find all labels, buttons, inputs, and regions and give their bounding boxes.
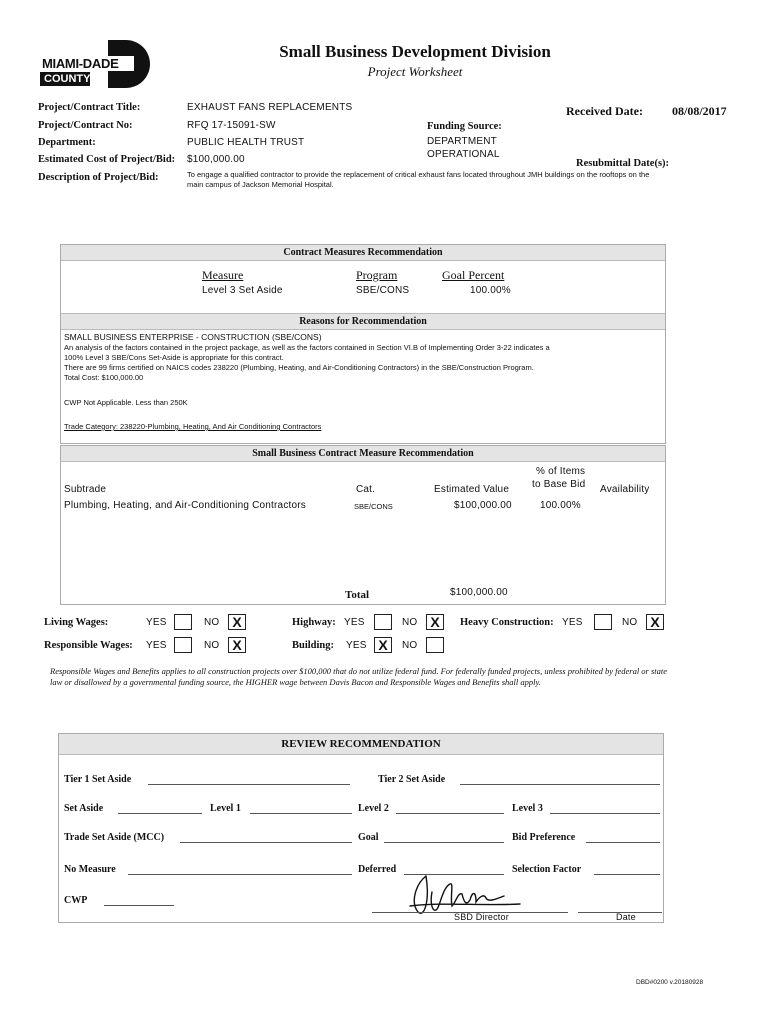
description-value: To engage a qualified contractor to provide the replacement of critical exhaust fans located throughout JMH buildings on the rooftops on the main campus of Jackson Memorial Hospital. [187, 170, 650, 189]
heavy-yes-checkbox[interactable] [594, 614, 612, 630]
tier1-label: Tier 1 Set Aside [64, 774, 132, 785]
project-no-value: RFQ 17-15091-SW [187, 120, 276, 131]
highway-no-checkbox[interactable]: X [426, 614, 444, 630]
trade-set-aside-field[interactable] [180, 842, 352, 843]
tier2-label: Tier 2 Set Aside [378, 774, 446, 785]
logo-text-top: MIAMI-DADE [42, 56, 119, 71]
goal-label: Goal [358, 832, 379, 843]
review-box [58, 733, 664, 923]
date-label: Date [616, 912, 636, 922]
highway-label: Highway: [292, 617, 336, 628]
highway-yes-label: YES [344, 617, 365, 628]
estimated-cost-value: $100,000.00 [187, 154, 245, 165]
pct-items-header-1: % of Items [536, 466, 586, 477]
project-no-label: Project/Contract No: [38, 120, 133, 131]
project-title-label: Project/Contract Title: [38, 102, 141, 113]
estimated-value-column-header: Estimated Value [434, 484, 510, 495]
level3-field[interactable] [550, 813, 660, 814]
total-value: $100,000.00 [450, 587, 508, 598]
funding-source-value-2: OPERATIONAL [427, 149, 500, 160]
measure-value: Level 3 Set Aside [202, 285, 283, 296]
trade-set-aside-label: Trade Set Aside (MCC) [64, 832, 165, 843]
heavy-no-checkbox[interactable]: X [646, 614, 664, 630]
reason-line-6: CWP Not Applicable. Less than 250K [64, 398, 188, 407]
responsible-wages-label: Responsible Wages: [44, 640, 133, 651]
responsible-wages-no-checkbox[interactable]: X [228, 637, 246, 653]
program-value: SBE/CONS [356, 285, 410, 296]
department-value: PUBLIC HEALTH TRUST [187, 137, 305, 148]
goal-column-header: Goal Percent [442, 268, 505, 282]
highway-no-label: NO [402, 617, 418, 628]
funding-source-value-1: DEPARTMENT [427, 136, 497, 147]
goal-field[interactable] [384, 842, 504, 843]
subtrade-column-header: Subtrade [64, 484, 107, 495]
reason-line-3: 100% Level 3 SBE/Cons Set-Aside is appropriate for this contract. [64, 353, 284, 362]
cwp-field[interactable] [104, 905, 174, 906]
no-measure-label: No Measure [64, 864, 116, 875]
bid-preference-label: Bid Preference [512, 832, 576, 843]
set-aside-label: Set Aside [64, 803, 104, 814]
building-label: Building: [292, 640, 335, 651]
building-no-checkbox[interactable] [426, 637, 444, 653]
level2-field[interactable] [396, 813, 504, 814]
level2-label: Level 2 [358, 803, 389, 814]
logo-text-bottom: COUNTY [44, 73, 91, 85]
signature-image [380, 862, 540, 918]
level1-field[interactable] [250, 813, 352, 814]
responsible-wages-yes-checkbox[interactable] [174, 637, 192, 653]
living-wages-no-checkbox[interactable]: X [228, 614, 246, 630]
responsible-wages-no-label: NO [204, 640, 220, 651]
page-title: Small Business Development Division [279, 42, 551, 61]
pct-items-header-2: to Base Bid [532, 479, 586, 490]
bid-preference-field[interactable] [586, 842, 660, 843]
set-aside-field[interactable] [118, 813, 202, 814]
selection-factor-label: Selection Factor [512, 864, 582, 875]
estimated-value: $100,000.00 [454, 500, 512, 511]
tier1-field[interactable] [148, 784, 350, 785]
sbd-director-label: SBD Director [454, 912, 509, 922]
cat-column-header: Cat. [356, 484, 376, 495]
highway-yes-checkbox[interactable] [374, 614, 392, 630]
reason-line-5: Total Cost: $100,000.00 [64, 373, 144, 382]
page-subtitle: Project Worksheet [367, 64, 463, 79]
review-heading: REVIEW RECOMMENDATION [59, 734, 663, 755]
responsible-wages-yes-label: YES [146, 640, 167, 651]
selection-factor-field[interactable] [594, 874, 660, 875]
cwp-label: CWP [64, 895, 88, 906]
heavy-yes-label: YES [562, 617, 583, 628]
reason-line-2: An analysis of the factors contained in the project package, as well as the factors contained in Section VI.B of Implementing Order 3-22 indicates a [64, 343, 550, 352]
no-measure-field[interactable] [128, 874, 352, 875]
availability-column-header: Availability [600, 484, 650, 495]
total-label: Total [345, 589, 370, 601]
form-number: DBD#0200 v.20180928 [636, 979, 704, 986]
level3-label: Level 3 [512, 803, 543, 814]
funding-source-label: Funding Source: [427, 121, 502, 132]
measure-column-header: Measure [202, 268, 244, 282]
resubmittal-date-label: Resubmittal Date(s): [576, 158, 670, 169]
reason-line-7: Trade Category: 238220-Plumbing, Heating, And Air Conditioning Contractors [64, 422, 322, 431]
contract-measures-heading: Contract Measures Recommendation [61, 245, 665, 261]
living-wages-yes-label: YES [146, 617, 167, 628]
sb-measure-heading: Small Business Contract Measure Recommendation [61, 446, 665, 462]
pct-items-value: 100.00% [540, 500, 581, 511]
subtrade-value: Plumbing, Heating, and Air-Conditioning Contractors [64, 500, 306, 511]
living-wages-yes-checkbox[interactable] [174, 614, 192, 630]
reason-line-4: There are 99 firms certified on NAICS codes 238220 (Plumbing, Heating, and Air-Conditioning Contractors) in the SBE/Construction Program. [64, 363, 534, 372]
cat-value: SBE/CONS [354, 502, 393, 511]
received-date-label: Received Date: [566, 104, 643, 118]
description-label: Description of Project/Bid: [38, 172, 159, 183]
building-yes-label: YES [346, 640, 367, 651]
heavy-construction-label: Heavy Construction: [460, 617, 554, 628]
project-title-value: EXHAUST FANS REPLACEMENTS [187, 102, 353, 113]
program-column-header: Program [356, 268, 398, 282]
level1-label: Level 1 [210, 803, 241, 814]
department-label: Department: [38, 137, 96, 148]
tier2-field[interactable] [460, 784, 660, 785]
goal-value: 100.00% [470, 285, 511, 296]
deferred-label: Deferred [358, 864, 397, 875]
heavy-no-label: NO [622, 617, 638, 628]
living-wages-label: Living Wages: [44, 617, 109, 628]
building-yes-checkbox[interactable]: X [374, 637, 392, 653]
received-date-value: 08/08/2017 [672, 104, 727, 118]
reasons-heading: Reasons for Recommendation [61, 313, 665, 330]
reason-line-1: SMALL BUSINESS ENTERPRISE - CONSTRUCTION (SBE/CONS) [64, 332, 322, 342]
wages-note: Responsible Wages and Benefits applies to all construction projects over $100,000 that do not utilize federal fund. For federally funded projects, unless prohibited by federal or state law or disallowed by a governmental funding source, the HIGHER wage between Davis Bacon and Responsible Wages and Benefits shall apply. [50, 666, 668, 687]
estimated-cost-label: Estimated Cost of Project/Bid: [38, 154, 176, 165]
building-no-label: NO [402, 640, 418, 651]
living-wages-no-label: NO [204, 617, 220, 628]
